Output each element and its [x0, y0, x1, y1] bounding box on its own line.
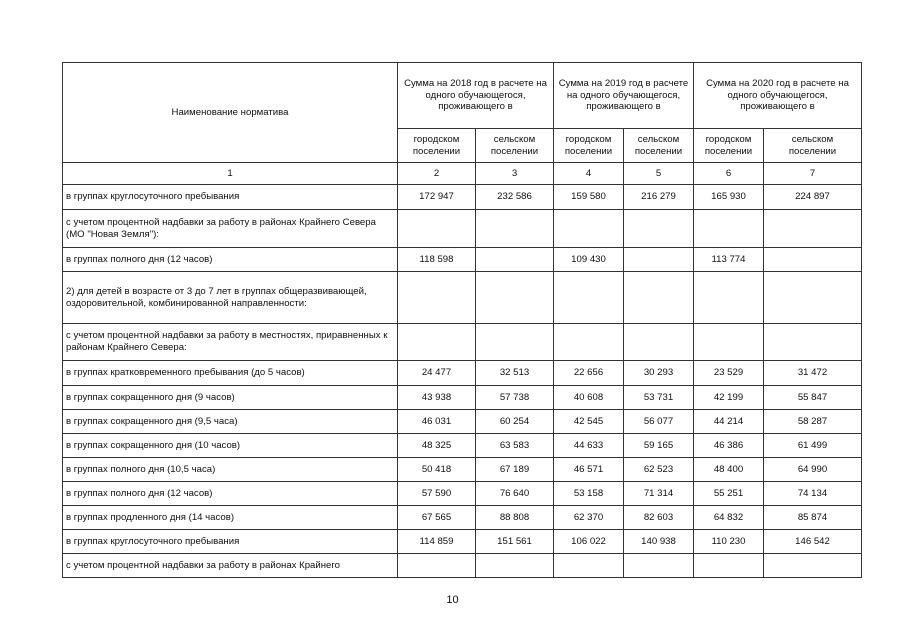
value-cell	[624, 324, 694, 361]
value-cell: 165 930	[694, 185, 764, 210]
row-name: в группах полного дня (12 часов)	[63, 248, 398, 272]
header-year-2019: Сумма на 2019 год в расчете на одного обучающегося, проживающего в	[554, 63, 694, 129]
value-cell: 57 738	[476, 386, 554, 410]
value-cell: 32 513	[476, 361, 554, 386]
value-cell: 110 230	[694, 530, 764, 554]
value-cell: 82 603	[624, 506, 694, 530]
value-cell	[624, 554, 694, 578]
value-cell	[694, 210, 764, 248]
value-cell: 57 590	[398, 482, 476, 506]
value-cell: 44 633	[554, 434, 624, 458]
value-cell: 64 832	[694, 506, 764, 530]
column-number: 5	[624, 163, 694, 185]
value-cell: 61 499	[764, 434, 862, 458]
value-cell: 113 774	[694, 248, 764, 272]
value-cell: 85 874	[764, 506, 862, 530]
value-cell	[624, 248, 694, 272]
table-row	[63, 554, 862, 578]
column-number: 3	[476, 163, 554, 185]
value-cell	[476, 554, 554, 578]
value-cell	[764, 248, 862, 272]
value-cell	[476, 210, 554, 248]
value-cell: 67 189	[476, 458, 554, 482]
value-cell: 118 598	[398, 248, 476, 272]
row-name: 2) для детей в возрасте от 3 до 7 лет в группах общеразвивающей, оздоровительной, комбинированной направленности:	[63, 272, 398, 324]
value-cell: 46 386	[694, 434, 764, 458]
value-cell: 31 472	[764, 361, 862, 386]
value-cell: 23 529	[694, 361, 764, 386]
value-cell	[554, 272, 624, 324]
table-row	[63, 482, 862, 506]
value-cell: 146 542	[764, 530, 862, 554]
value-cell: 53 158	[554, 482, 624, 506]
value-cell: 62 523	[624, 458, 694, 482]
value-cell: 64 990	[764, 458, 862, 482]
value-cell: 46 571	[554, 458, 624, 482]
value-cell: 40 608	[554, 386, 624, 410]
value-cell: 22 656	[554, 361, 624, 386]
value-cell: 56 077	[624, 410, 694, 434]
header-year-2020: Сумма на 2020 год в расчете на одного обучающегося, проживающего в	[694, 63, 862, 129]
row-name: в группах сокращенного дня (9 часов)	[63, 386, 398, 410]
value-cell: 59 165	[624, 434, 694, 458]
table-row	[63, 458, 862, 482]
header-row-column-numbers	[63, 163, 862, 185]
value-cell: 159 580	[554, 185, 624, 210]
header-rural-2020: сельском поселении	[764, 129, 862, 163]
value-cell: 58 287	[764, 410, 862, 434]
row-name: в группах продленного дня (14 часов)	[63, 506, 398, 530]
value-cell: 172 947	[398, 185, 476, 210]
row-name: с учетом процентной надбавки за работу в местностях, приравненных к районам Крайнего Севера:	[63, 324, 398, 361]
value-cell	[554, 324, 624, 361]
value-cell: 53 731	[624, 386, 694, 410]
column-number: 1	[63, 163, 398, 185]
row-name: в группах круглосуточного пребывания	[63, 530, 398, 554]
row-name: в группах полного дня (12 часов)	[63, 482, 398, 506]
header-urban-2019: городском поселении	[554, 129, 624, 163]
value-cell: 63 583	[476, 434, 554, 458]
value-cell	[398, 324, 476, 361]
value-cell	[764, 210, 862, 248]
value-cell: 55 847	[764, 386, 862, 410]
value-cell	[476, 272, 554, 324]
header-rural-2018: сельском поселении	[476, 129, 554, 163]
value-cell	[476, 324, 554, 361]
table-row	[63, 324, 862, 361]
page-number: 10	[446, 594, 459, 606]
header-rural-2019: сельском поселении	[624, 129, 694, 163]
value-cell: 42 199	[694, 386, 764, 410]
table-row	[63, 434, 862, 458]
value-cell	[476, 248, 554, 272]
value-cell: 224 897	[764, 185, 862, 210]
value-cell	[398, 554, 476, 578]
value-cell: 71 314	[624, 482, 694, 506]
value-cell	[554, 554, 624, 578]
row-name: в группах сокращенного дня (9,5 часа)	[63, 410, 398, 434]
value-cell: 109 430	[554, 248, 624, 272]
value-cell: 106 022	[554, 530, 624, 554]
value-cell	[398, 210, 476, 248]
value-cell	[764, 554, 862, 578]
value-cell	[694, 554, 764, 578]
value-cell	[764, 272, 862, 324]
table-row	[63, 361, 862, 386]
table-row	[63, 210, 862, 248]
row-name: с учетом процентной надбавки за работу в районах Крайнего	[63, 554, 398, 578]
row-name: с учетом процентной надбавки за работу в районах Крайнего Севера (МО "Новая Земля"):	[63, 210, 398, 248]
table-row	[63, 410, 862, 434]
value-cell: 43 938	[398, 386, 476, 410]
table-row	[63, 272, 862, 324]
value-cell: 48 325	[398, 434, 476, 458]
row-name: в группах кратковременного пребывания (до 5 часов)	[63, 361, 398, 386]
header-year-2018: Сумма на 2018 год в расчете на одного обучающегося, проживающего в	[398, 63, 554, 129]
value-cell: 62 370	[554, 506, 624, 530]
table-body	[63, 63, 862, 578]
column-number: 2	[398, 163, 476, 185]
value-cell: 151 561	[476, 530, 554, 554]
value-cell: 74 134	[764, 482, 862, 506]
value-cell	[554, 210, 624, 248]
value-cell: 67 565	[398, 506, 476, 530]
value-cell: 232 586	[476, 185, 554, 210]
header-urban-2020: городском поселении	[694, 129, 764, 163]
header-urban-2018: городском поселении	[398, 129, 476, 163]
value-cell	[624, 210, 694, 248]
value-cell: 55 251	[694, 482, 764, 506]
row-name: в группах сокращенного дня (10 часов)	[63, 434, 398, 458]
column-number: 6	[694, 163, 764, 185]
row-name: в группах полного дня (10,5 часа)	[63, 458, 398, 482]
value-cell: 30 293	[624, 361, 694, 386]
value-cell: 216 279	[624, 185, 694, 210]
table-row	[63, 386, 862, 410]
table-row	[63, 248, 862, 272]
value-cell: 42 545	[554, 410, 624, 434]
column-number: 4	[554, 163, 624, 185]
table-row	[63, 185, 862, 210]
row-name: в группах круглосуточного пребывания	[63, 185, 398, 210]
value-cell	[694, 324, 764, 361]
header-name-column: Наименование норматива	[63, 63, 398, 163]
value-cell	[624, 272, 694, 324]
header-row-years	[63, 63, 862, 129]
value-cell	[764, 324, 862, 361]
value-cell: 114 859	[398, 530, 476, 554]
table-row	[63, 506, 862, 530]
value-cell: 60 254	[476, 410, 554, 434]
value-cell: 50 418	[398, 458, 476, 482]
column-number: 7	[764, 163, 862, 185]
value-cell	[398, 272, 476, 324]
table-row	[63, 530, 862, 554]
value-cell: 24 477	[398, 361, 476, 386]
value-cell: 44 214	[694, 410, 764, 434]
value-cell	[694, 272, 764, 324]
value-cell: 46 031	[398, 410, 476, 434]
normatives-table	[62, 62, 862, 578]
value-cell: 88 808	[476, 506, 554, 530]
value-cell: 76 640	[476, 482, 554, 506]
value-cell: 48 400	[694, 458, 764, 482]
value-cell: 140 938	[624, 530, 694, 554]
